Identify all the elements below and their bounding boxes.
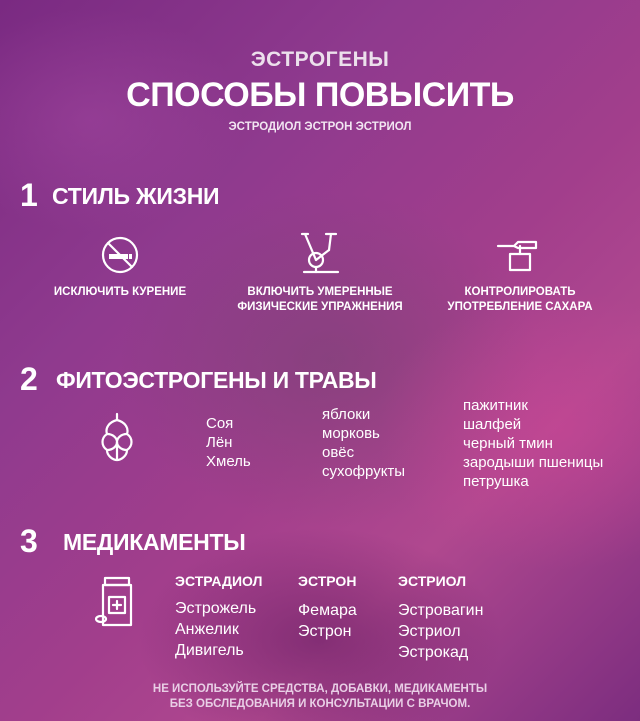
lifestyle-item-sugar-line1: КОНТРОЛИРОВАТЬ: [464, 286, 576, 298]
list-item: яблоки: [322, 406, 371, 423]
med-group-estriol-heading: ЭСТРИОЛ: [398, 573, 467, 589]
list-item: Фемара: [298, 602, 357, 619]
list-item: овёс: [322, 444, 355, 461]
list-item: петрушка: [463, 473, 529, 490]
section-3-title: МЕДИКАМЕНТЫ: [63, 529, 246, 555]
medicine-bottle-icon: [95, 575, 137, 629]
section-3-number: 3: [20, 523, 38, 559]
list-item: Эстрокад: [398, 644, 469, 661]
phyto-list-1: [206, 414, 251, 471]
med-group-estriol-list: [398, 600, 483, 663]
lifestyle-item-sugar-line2: УПОТРЕБЛЕНИЕ САХАРА: [447, 301, 593, 313]
disclaimer-line2: БЕЗ ОБСЛЕДОВАНИЯ И КОНСУЛЬТАЦИИ С ВРАЧОМ.: [169, 698, 471, 710]
section-2-number: 2: [20, 361, 38, 397]
list-item: шалфей: [463, 416, 522, 433]
list-item: Эстровагин: [398, 602, 484, 619]
list-item: морковь: [322, 425, 380, 442]
list-item: Дивигель: [175, 642, 244, 659]
lifestyle-item-sugar: [430, 285, 610, 315]
list-item: пажитник: [463, 397, 528, 414]
list-item: Соя: [206, 415, 234, 432]
header-topline: ЭСТРОГЕНЫ: [250, 48, 390, 71]
list-item: Хмель: [206, 453, 251, 470]
med-group-estrone-heading: ЭСТРОН: [298, 573, 357, 589]
list-item: черный тмин: [463, 435, 553, 452]
section-1-number: 1: [20, 177, 38, 213]
list-item: сухофрукты: [322, 463, 406, 480]
lifestyle-item-no-smoking: ИСКЛЮЧИТЬ КУРЕНИЕ: [53, 286, 187, 298]
list-item: Эстрон: [298, 623, 352, 640]
list-item: Эстрожель: [175, 600, 257, 617]
phyto-list-2: [322, 405, 405, 481]
hops-icon: [95, 412, 139, 464]
page-subtitle: ЭСТРОДИОЛ ЭСТРОН ЭСТРИОЛ: [228, 121, 412, 133]
sugar-icon: [494, 232, 542, 276]
no-smoking-icon: [99, 234, 141, 276]
disclaimer: [0, 682, 640, 712]
med-group-estrone-list: [298, 600, 357, 642]
list-item: Анжелик: [175, 621, 239, 638]
lifestyle-item-exercise-line1: ВКЛЮЧИТЬ УМЕРЕННЫЕ: [247, 286, 393, 298]
section-2-title: ФИТОЭСТРОГЕНЫ И ТРАВЫ: [56, 367, 377, 393]
section-1-title: СТИЛЬ ЖИЗНИ: [52, 183, 220, 209]
lifestyle-item-exercise: [215, 285, 425, 315]
list-item: Лён: [206, 434, 233, 451]
exercise-bike-icon: [296, 230, 344, 276]
page-title: СПОСОБЫ ПОВЫСИТЬ: [126, 76, 514, 114]
phyto-list-3: [463, 396, 603, 491]
med-group-estradiol-heading: ЭСТРАДИОЛ: [175, 573, 263, 589]
disclaimer-line1: НЕ ИСПОЛЬЗУЙТЕ СРЕДСТВА, ДОБАВКИ, МЕДИКАМЕНТЫ: [152, 683, 488, 695]
list-item: зародыши пшеницы: [463, 454, 604, 471]
med-group-estradiol-list: [175, 598, 256, 661]
list-item: Эстриол: [398, 623, 461, 640]
lifestyle-item-exercise-line2: ФИЗИЧЕСКИЕ УПРАЖНЕНИЯ: [237, 301, 403, 313]
